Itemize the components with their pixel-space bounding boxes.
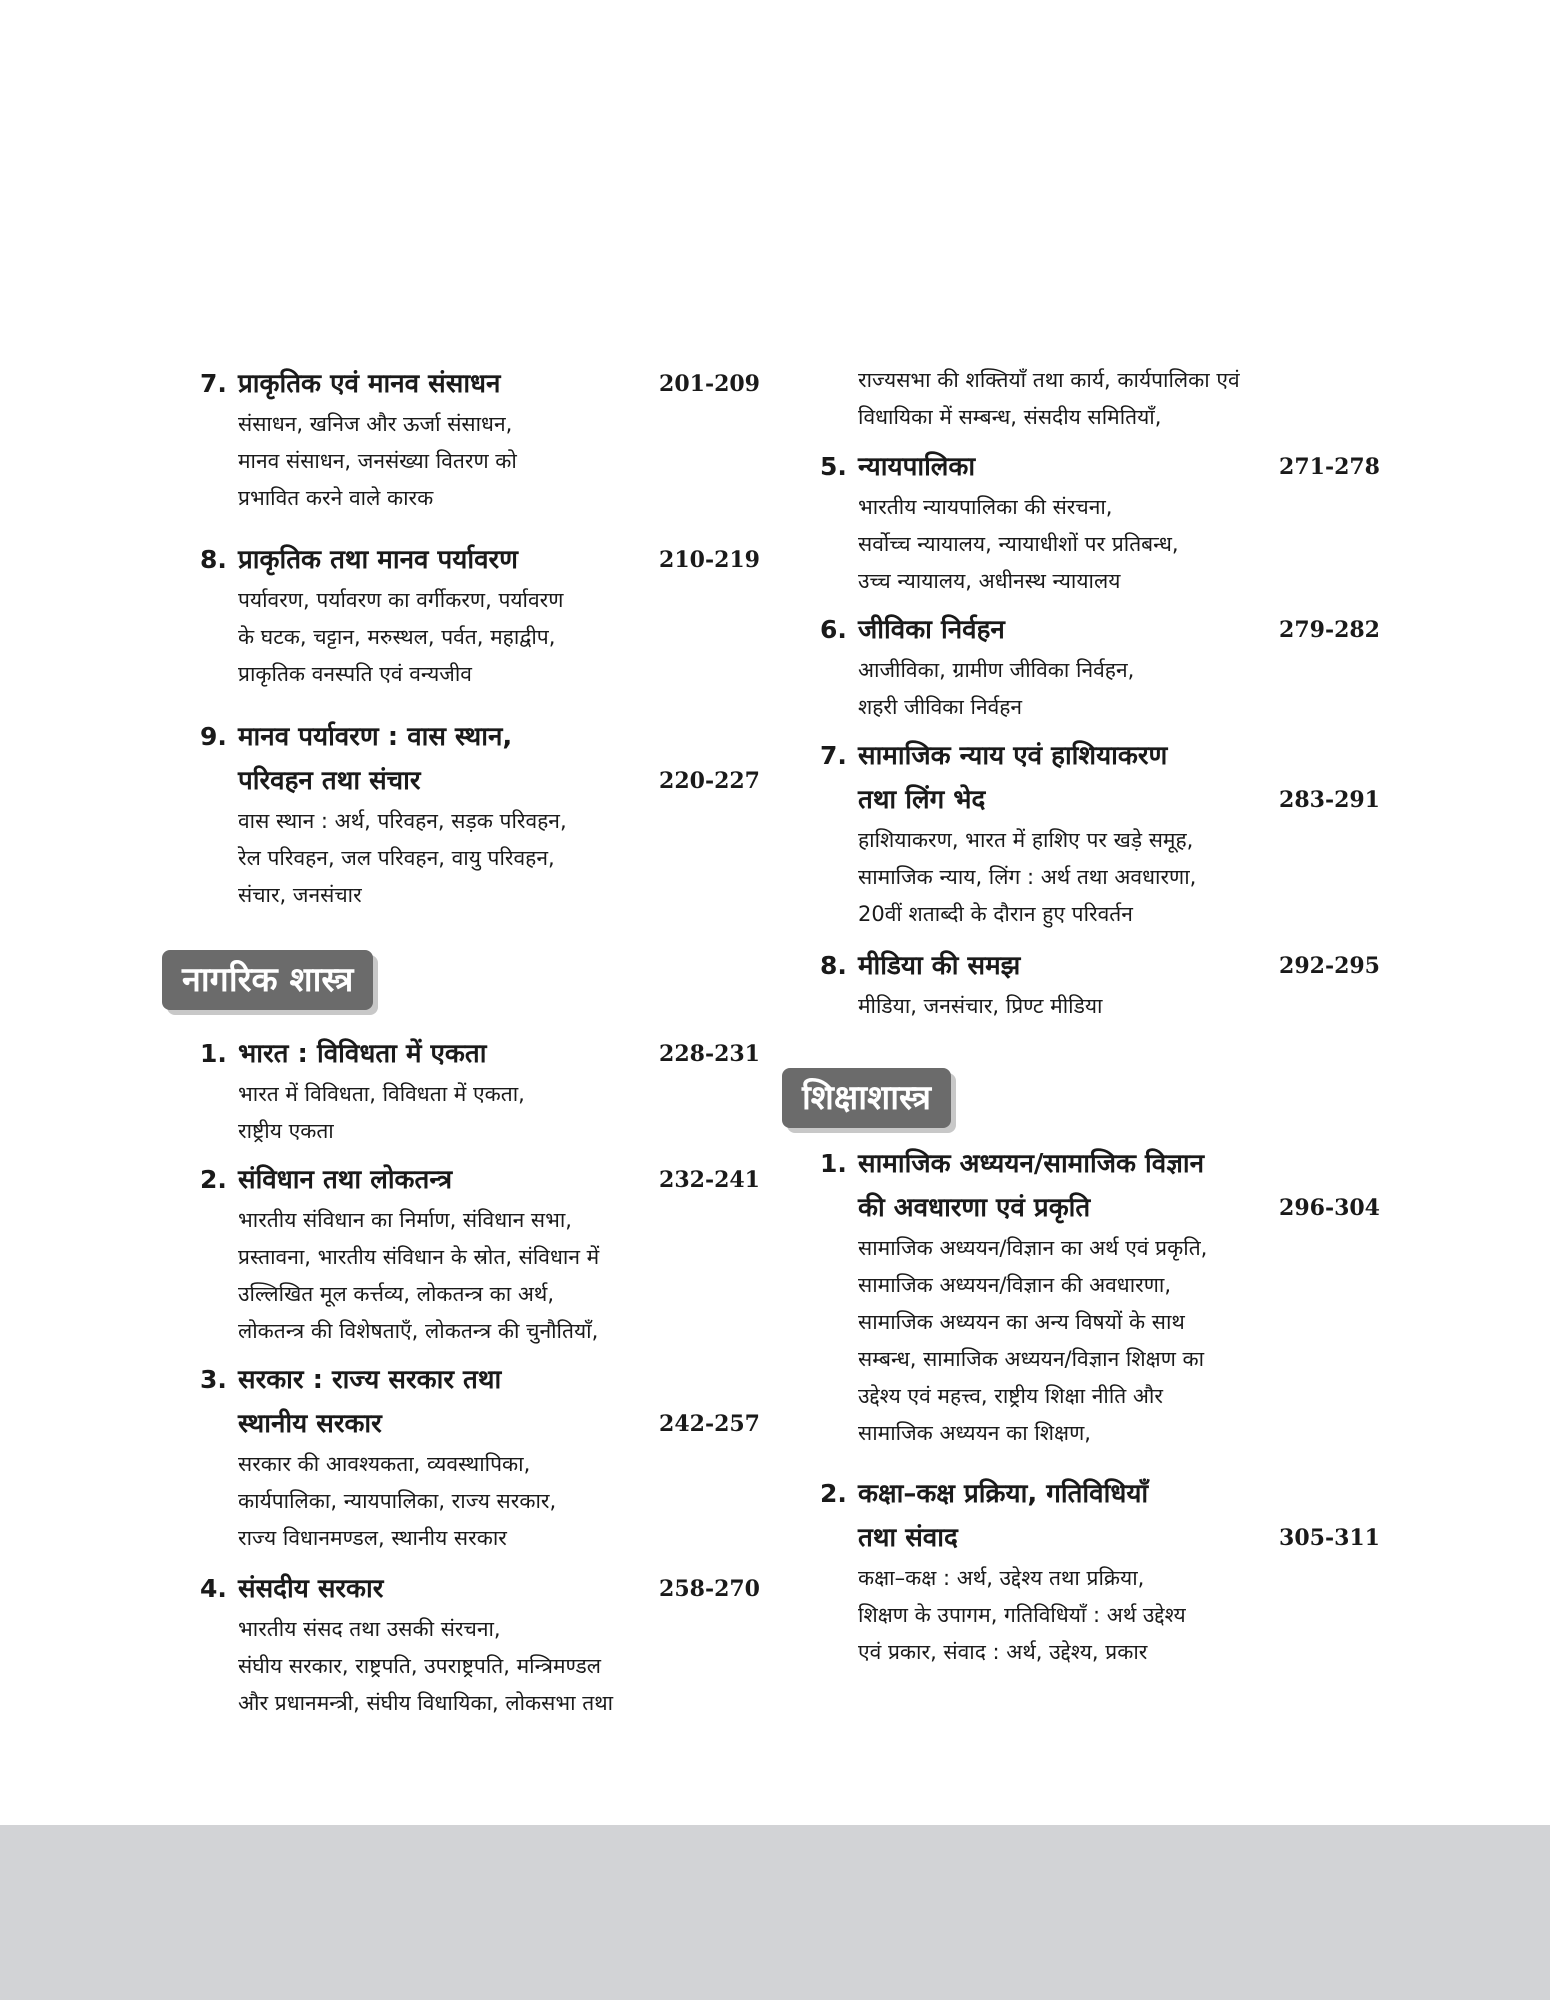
entry-number: 1. bbox=[200, 1039, 227, 1068]
entry-description: पर्यावरण, पर्यावरण का वर्गीकरण, पर्यावरण के घटक, चट्टान, मरुस्थल, पर्वत, महाद्वीप, प्राकृतिक वनस्पति एवं वन्यजीव bbox=[238, 588, 564, 686]
entry-number: 5. bbox=[820, 452, 847, 481]
entry-number: 7. bbox=[820, 741, 847, 770]
section-heading-civics: नागरिक शास्त्र bbox=[162, 950, 722, 1010]
entry-description: संसाधन, खनिज और ऊर्जा संसाधन, मानव संसाधन, जनसंख्या वितरण को प्रभावित करने वाले कारक bbox=[238, 412, 517, 510]
page-range: 201-209 bbox=[659, 371, 760, 397]
entry-title-line-2: तथा लिंग भेद bbox=[858, 785, 986, 815]
entry-number: 9. bbox=[200, 722, 227, 751]
page-range: 242-257 bbox=[659, 1411, 760, 1437]
page-range: 292-295 bbox=[1279, 953, 1380, 979]
page-range: 279-282 bbox=[1279, 617, 1380, 643]
entry-number: 6. bbox=[820, 615, 847, 644]
page-range: 271-278 bbox=[1279, 454, 1380, 480]
section-heading-pedagogy: शिक्षाशास्त्र bbox=[782, 1068, 1342, 1128]
entry-continuation: राज्यसभा की शक्तियाँ तथा कार्य, कार्यपालिका एवं विधायिका में सम्बन्ध, संसदीय समितियाँ, bbox=[858, 368, 1240, 429]
entry-number: 4. bbox=[200, 1574, 227, 1603]
entry-number: 8. bbox=[820, 951, 847, 980]
toc-entry[interactable] bbox=[820, 445, 1380, 600]
entry-number: 2. bbox=[200, 1165, 227, 1194]
entry-description: सामाजिक अध्ययन/विज्ञान का अर्थ एवं प्रकृति, सामाजिक अध्ययन/विज्ञान की अवधारणा, सामाजिक अध्ययन का अन्य विषयों के साथ सम्बन्ध, सामाजिक अध्ययन/विज्ञान शिक्षण का उद्देश्य एवं महत्त्व, राष्ट्रीय शिक्षा नीति और सामाजिक अध्ययन का शिक्षण, bbox=[858, 1236, 1208, 1445]
entry-title: संविधान तथा लोकतन्त्र bbox=[238, 1165, 453, 1195]
toc-entry[interactable] bbox=[200, 1158, 760, 1350]
entry-number: 8. bbox=[200, 545, 227, 574]
toc-entry[interactable] bbox=[200, 715, 760, 914]
entry-title: न्यायपालिका bbox=[858, 452, 976, 482]
entry-title-line-2: तथा संवाद bbox=[858, 1523, 958, 1553]
entry-number: 2. bbox=[820, 1479, 847, 1508]
entry-description: भारतीय न्यायपालिका की संरचना, सर्वोच्च न्यायालय, न्यायाधीशों पर प्रतिबन्ध, उच्च न्यायालय, अधीनस्थ न्यायालय bbox=[858, 495, 1179, 593]
toc-entry[interactable] bbox=[820, 734, 1380, 933]
toc-entry[interactable] bbox=[200, 538, 760, 693]
entry-title: मानव पर्यावरण : वास स्थान, bbox=[238, 722, 513, 752]
entry-title: मीडिया की समझ bbox=[858, 951, 1021, 981]
entry-description: मीडिया, जनसंचार, प्रिण्ट मीडिया bbox=[858, 994, 1103, 1018]
toc-entry[interactable] bbox=[820, 944, 1380, 1025]
entry-description: भारतीय संविधान का निर्माण, संविधान सभा, प्रस्तावना, भारतीय संविधान के स्रोत, संविधान में उल्लिखित मूल कर्त्तव्य, लोकतन्त्र का अर्थ, लोकतन्त्र की विशेषताएँ, लोकतन्त्र की चुनौतियाँ, bbox=[238, 1208, 600, 1343]
entry-number: 3. bbox=[200, 1365, 227, 1394]
page-range: 228-231 bbox=[659, 1041, 760, 1067]
toc-entry[interactable] bbox=[200, 362, 760, 517]
entry-title: कक्षा–कक्ष प्रक्रिया, गतिविधियाँ bbox=[858, 1479, 1149, 1509]
entry-title-line-2: परिवहन तथा संचार bbox=[238, 766, 421, 796]
toc-entry[interactable] bbox=[820, 1472, 1380, 1671]
entry-description: आजीविका, ग्रामीण जीविका निर्वहन, शहरी जीविका निर्वहन bbox=[858, 658, 1135, 719]
entry-title: संसदीय सरकार bbox=[238, 1574, 384, 1604]
entry-number: 7. bbox=[200, 369, 227, 398]
toc-entry[interactable] bbox=[820, 608, 1380, 726]
entry-title-line-2: की अवधारणा एवं प्रकृति bbox=[858, 1193, 1091, 1223]
entry-description: वास स्थान : अर्थ, परिवहन, सड़क परिवहन, रेल परिवहन, जल परिवहन, वायु परिवहन, संचार, जनसंचार bbox=[238, 809, 567, 907]
toc-entry[interactable] bbox=[820, 1142, 1380, 1452]
entry-number: 1. bbox=[820, 1149, 847, 1178]
entry-description: सरकार की आवश्यकता, व्यवस्थापिका, कार्यपालिका, न्यायपालिका, राज्य सरकार, राज्य विधानमण्डल, स्थानीय सरकार bbox=[238, 1452, 557, 1550]
entry-title: प्राकृतिक एवं मानव संसाधन bbox=[238, 369, 501, 399]
entry-title: भारत : विविधता में एकता bbox=[238, 1039, 487, 1069]
page-range: 283-291 bbox=[1279, 787, 1380, 813]
entry-title: सामाजिक न्याय एवं हाशियाकरण bbox=[858, 741, 1168, 771]
toc-entry[interactable] bbox=[200, 1567, 760, 1722]
entry-description: हाशियाकरण, भारत में हाशिए पर खड़े समूह, सामाजिक न्याय, लिंग : अर्थ तथा अवधारणा, 20वीं शताब्दी के दौरान हुए परिवर्तन bbox=[858, 828, 1197, 926]
entry-description: भारत में विविधता, विविधता में एकता, राष्ट्रीय एकता bbox=[238, 1082, 525, 1143]
entry-title-line-2: स्थानीय सरकार bbox=[238, 1409, 382, 1439]
entry-title: सरकार : राज्य सरकार तथा bbox=[238, 1365, 502, 1395]
entry-title: सामाजिक अध्ययन/सामाजिक विज्ञान bbox=[858, 1149, 1205, 1179]
footer-band bbox=[0, 1825, 1550, 2000]
entry-description: भारतीय संसद तथा उसकी संरचना, संघीय सरकार, राष्ट्रपति, उपराष्ट्रपति, मन्त्रिमण्डल और प्रधानमन्त्री, संघीय विधायिका, लोकसभा तथा bbox=[238, 1617, 614, 1715]
entry-title: प्राकृतिक तथा मानव पर्यावरण bbox=[238, 545, 518, 575]
entry-title: जीविका निर्वहन bbox=[858, 615, 1005, 645]
page-range: 296-304 bbox=[1279, 1195, 1380, 1221]
page-range: 220-227 bbox=[659, 768, 760, 794]
page-range: 210-219 bbox=[659, 547, 760, 573]
entry-description: कक्षा–कक्ष : अर्थ, उद्देश्य तथा प्रक्रिया, शिक्षण के उपागम, गतिविधियाँ : अर्थ उद्देश्य एवं प्रकार, संवाद : अर्थ, उद्देश्य, प्रकार bbox=[858, 1566, 1186, 1664]
page-range: 258-270 bbox=[659, 1576, 760, 1602]
toc-entry[interactable] bbox=[200, 1032, 760, 1150]
toc-entry[interactable] bbox=[200, 1358, 760, 1557]
page-range: 232-241 bbox=[659, 1167, 760, 1193]
page-range: 305-311 bbox=[1279, 1525, 1380, 1551]
